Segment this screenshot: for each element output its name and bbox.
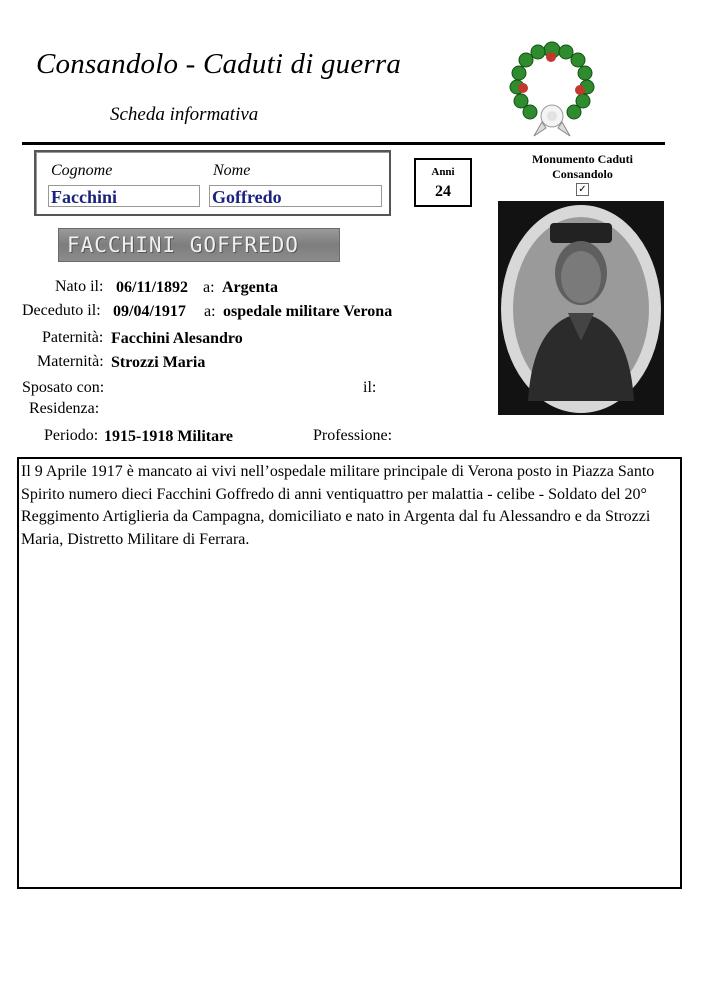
notes-text [19, 459, 680, 551]
monument-line2: Consandolo [552, 167, 613, 181]
notes-line: Maria, Distretto Militare di Ferrara. [21, 530, 250, 548]
page-subtitle: Scheda informativa [110, 104, 259, 125]
header-divider [22, 142, 665, 145]
sposato-label: Sposato con: [22, 379, 105, 396]
nome-label: Nome [213, 162, 251, 179]
inscription-image [58, 228, 340, 262]
age-box [414, 158, 472, 207]
deceduto-date: 09/04/1917 [113, 303, 186, 320]
age-value: 24 [435, 183, 451, 200]
nome-field: Goffredo [209, 185, 382, 207]
soldier-portrait-photo [498, 201, 664, 415]
monument-line1: Monumento Caduti [531, 152, 633, 166]
notes-box [17, 457, 682, 889]
professione-label: Professione: [313, 427, 393, 444]
wreath-logo [506, 40, 598, 138]
age-label: Anni [431, 166, 455, 178]
maternita-label: Maternità: [37, 353, 104, 370]
cognome-field: Facchini [48, 185, 200, 207]
sposato-il-label: il: [363, 379, 377, 396]
deceduto-a-label: a: [204, 303, 216, 320]
page-title: Consandolo - Caduti di guerra [36, 48, 402, 80]
notes-line: Il 9 Aprile 1917 è mancato ai vivi nell’ospedale militare principale di Verona posto in Piazza Santo [21, 463, 655, 480]
nato-label: Nato il: [55, 278, 104, 295]
nato-date: 06/11/1892 [116, 279, 189, 296]
maternita-value: Strozzi Maria [111, 354, 206, 371]
paternita-value: Facchini Alesandro [111, 330, 243, 347]
nato-place: Argenta [222, 279, 278, 296]
inscription-text: FACCHINI GOFFREDO [67, 233, 299, 257]
notes-line: Reggimento Artiglieria da Campagna, domiciliato e nato in Argenta dal fu Alessandro e da Strozzi [21, 508, 651, 525]
deceduto-place: ospedale militare Verona [223, 303, 393, 320]
residenza-label: Residenza: [29, 400, 100, 417]
monument-checkbox[interactable]: ✓ [576, 183, 589, 196]
monument-label [510, 152, 655, 182]
cognome-label: Cognome [51, 162, 113, 179]
paternita-label: Paternità: [42, 329, 104, 346]
periodo-label: Periodo: [44, 427, 99, 444]
notes-line: Spirito numero dieci Facchini Goffredo di anni ventiquattro per malattia - celibe - Soldato del 20° [21, 485, 647, 503]
nato-a-label: a: [203, 279, 215, 296]
periodo-value: 1915-1918 Militare [104, 428, 234, 445]
deceduto-label: Deceduto il: [22, 302, 101, 319]
